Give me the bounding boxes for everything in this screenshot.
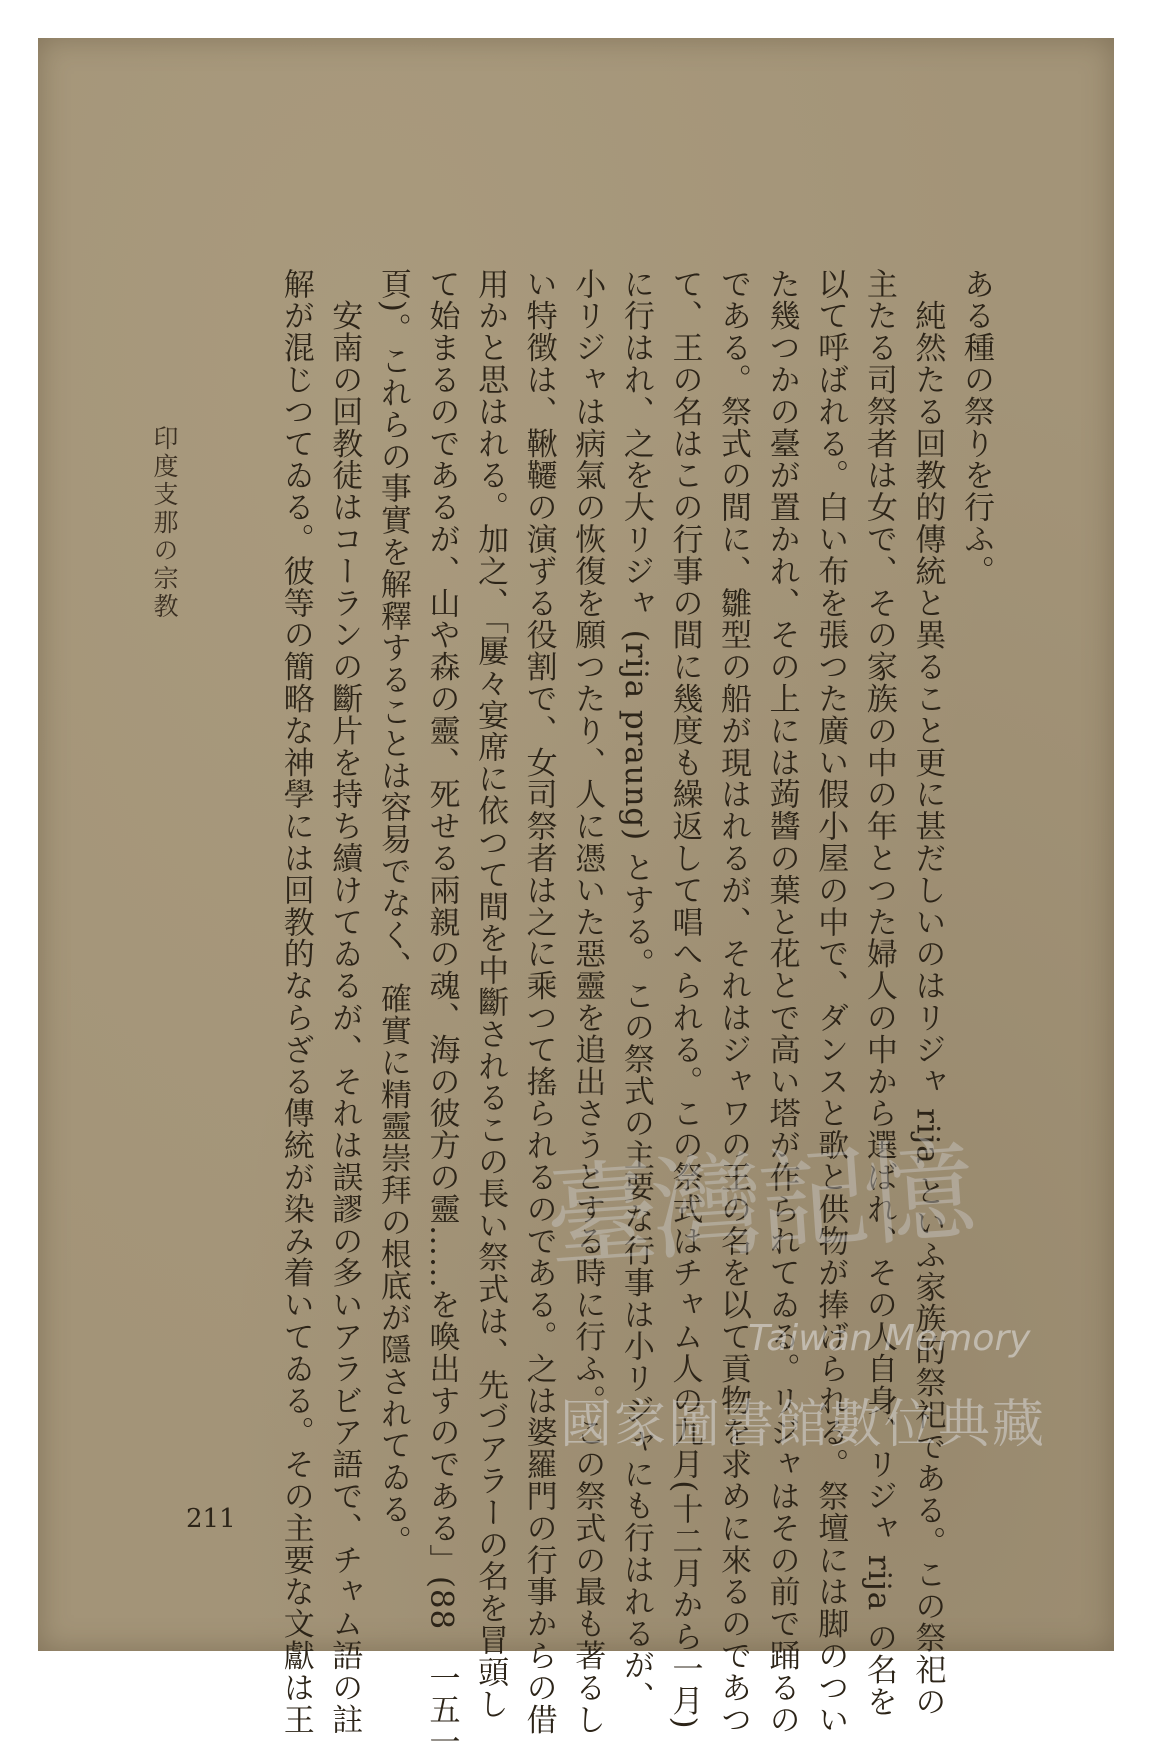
text-line: である。祭式の間に、雛型の船が現はれるが、それはジャワの王の名を以て貢物を求めに來るのであつ — [715, 268, 752, 1736]
text-line: て始まるのであるが、山や森の靈、死せる兩親の魂、海の彼方の靈……を喚出すのである」(88 一五一 — [423, 268, 460, 1758]
text-line: て、王の名はこの行事の間に幾度も繰返して唱へられる。この祭式はチャム人の九月(十二月から一月) — [666, 268, 703, 1730]
text-line: 主たる司祭者は女で、その家族の中の年とつた婦人の中から選ばれ、その人自身、リジャ rija の名を — [860, 268, 897, 1718]
watermark-logo: 臺灣記憶 — [541, 1125, 974, 1285]
watermark-english: Taiwan Memory — [748, 1318, 1031, 1359]
text-line: 解が混じつてゐる。彼等の簡略な神學には回教的ならざる傳統が染み着いてゐる。その主要な文獻は王 — [277, 268, 314, 1736]
text-line: 以て呼ばれる。白い布を張つた廣い假小屋の中で、ダンスと歌と供物が捧げられる。祭壇には脚のつい — [812, 268, 849, 1736]
text-line: 頁)。これらの事實を解釋することは容易でなく、確實に精靈崇拜の根底が隱されてゐる。 — [374, 268, 411, 1557]
text-line: 純然たる回教的傳統と異ること更に甚だしいのはリジャ rija といふ家族的祭祀である。この祭祀の — [909, 268, 946, 1718]
text-line: 小リジャは病氣の恢復を願つたり、人に憑いた惡靈を追出さうとする時に行ふ。この祭式の最も著るし — [569, 268, 606, 1736]
text-line: い特徴は、鞦韆の演ずる役割で、女司祭者は之に乘つて搖られるのである。之は婆羅門の行事からの借 — [520, 268, 557, 1736]
text-line: に行はれ、之を大リジャ (rija praung) とする。この祭式の主要な行事は小リジャにも行はれるが、 — [617, 268, 654, 1714]
page-number: 211 — [186, 1504, 236, 1534]
running-head: 印度支那の宗教 — [150, 425, 179, 621]
watermark-subtitle: 國家圖書館數位典藏 — [560, 1395, 1047, 1455]
text-line: 用かと思はれる。加之、「屢々宴席に依つて間を中斷されるこの長い祭式は、先づアラーの名を冒頭し — [472, 268, 509, 1720]
text-line: 安南の回教徒はコーランの斷片を持ち續けてゐるが、それは誤謬の多いアラビア語で、チャム語の註 — [326, 268, 363, 1736]
text-line: た幾つかの臺が置かれ、その上には蒟醬の葉と花とで高い塔が作られてゐる。リジャはその前で踊るの — [763, 268, 800, 1736]
text-line: ある種の祭りを行ふ。 — [958, 268, 994, 587]
